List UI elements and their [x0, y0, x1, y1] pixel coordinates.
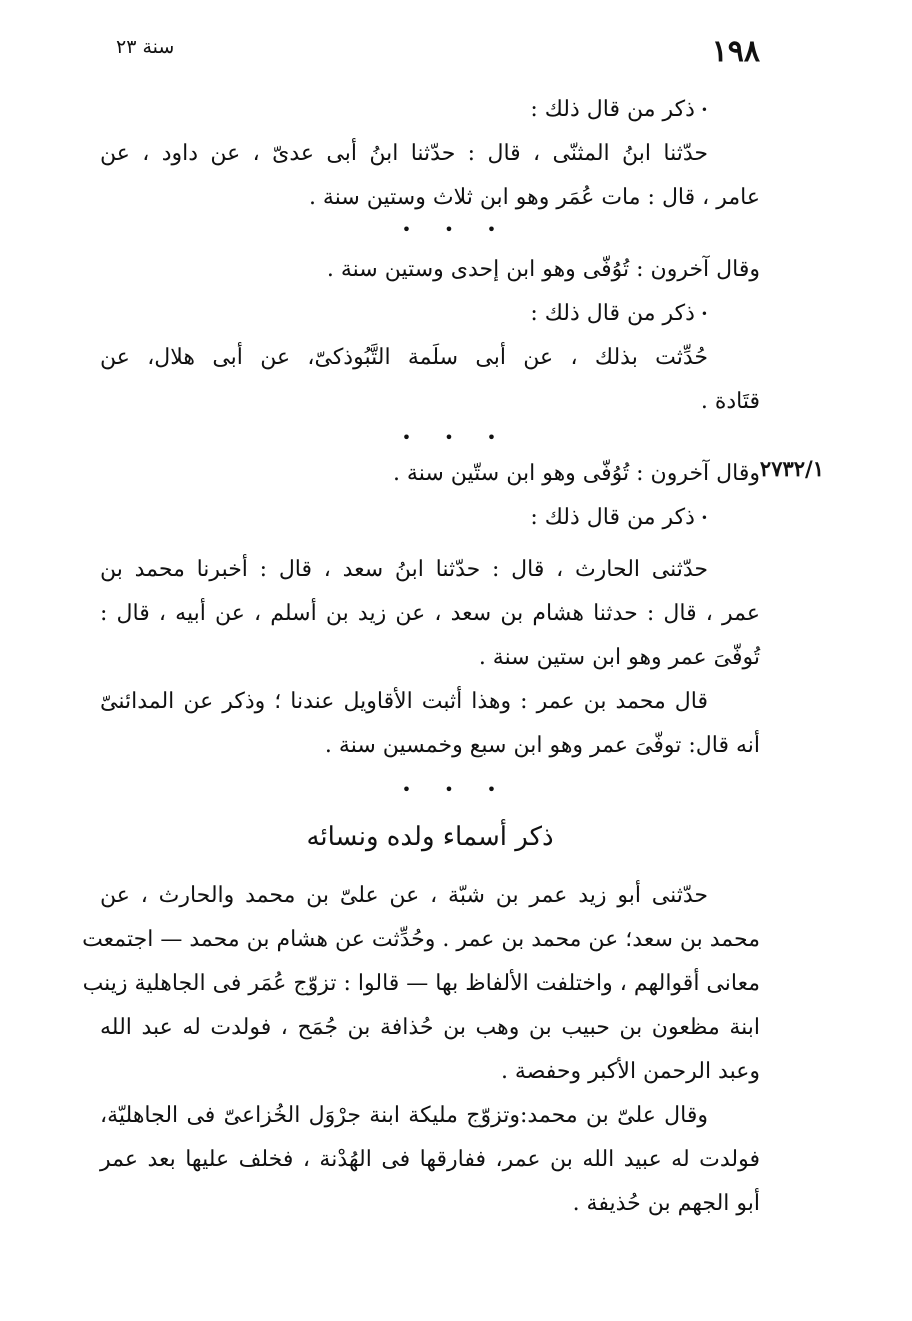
bullet-icon: • — [700, 511, 708, 525]
text-line: حدّثنى أبو زيد عمر بن شبّة ، عن علىّ بن محمد والحارث ، عن — [100, 883, 708, 908]
page-number: ١٩٨ — [711, 34, 760, 69]
separator: • • • — [401, 220, 511, 239]
text-line: معانى أقوالهم ، واختلفت الألفاظ بها — قالوا : تزوّج عُمَر فى الجاهلية زينب — [82, 971, 760, 996]
margin-reference: ٢٧٣٢/١ — [759, 456, 824, 481]
text-line: قتَادة . — [700, 389, 760, 414]
running-head-year: سنة ٢٣ — [116, 36, 175, 58]
bullet-icon: • — [700, 103, 708, 117]
block-2 — [100, 248, 760, 424]
text-line: أبو الجهم بن حُذيفة . — [572, 1191, 760, 1216]
text-line: تُوفّىَ عمر وهو ابن ستين سنة . — [478, 645, 760, 670]
text-line: محمد بن سعد؛ عن محمد بن عمر . وحُدِّثت عن هشام بن محمد — اجتمعت — [82, 927, 760, 952]
block-3 — [100, 452, 760, 768]
page-header — [100, 30, 760, 70]
text-line: عامر ، قال : مات عُمَر وهو ابن ثلاث وستين سنة . — [308, 185, 760, 210]
text-line: وعبد الرحمن الأكبر وحفصة . — [500, 1059, 760, 1084]
block-2-heading: •ذكر من قال ذلك : — [530, 301, 708, 326]
bullet-icon: • — [700, 307, 708, 321]
text-line: حُدِّثت بذلك ، عن أبى سلَمة التَّبُوذكىّ، عن أبى هلال، عن — [100, 345, 708, 370]
block-1-heading: •ذكر من قال ذلك : — [530, 97, 708, 122]
text-line: حدّثنا ابنُ المثنّى ، قال : حدّثنا ابنُ أبى عدىّ ، عن داود ، عن — [100, 141, 708, 166]
section-body — [82, 874, 760, 1226]
section-title: ذكر أسماء ولده ونسائه — [306, 822, 554, 852]
text-line: وقال علىّ بن محمد:وتزوّج مليكة ابنة جرْوَل الخُزاعىّ فى الجاهليّة، — [100, 1103, 708, 1128]
separator: • • • — [401, 780, 511, 799]
separator: • • • — [401, 428, 511, 447]
block-3-heading: •ذكر من قال ذلك : — [530, 505, 708, 530]
text-line: حدّثنى الحارث ، قال : حدّثنا ابنُ سعد ، قال : أخبرنا محمد بن — [100, 557, 708, 582]
text-line: قال محمد بن عمر : وهذا أثبت الأقاويل عندنا ؛ وذكر عن المدائنىّ — [100, 689, 708, 714]
block-1 — [100, 88, 760, 220]
text-line: فولدت له عبيد الله بن عمر، ففارقها فى الهُدْنة ، فخلف عليها بعد عمر — [100, 1147, 760, 1172]
block-3-intro: وقال آخرون : تُوُفّى وهو ابن ستّين سنة . — [392, 461, 760, 486]
text-line: ابنة مظعون بن حبيب بن وهب بن حُذافة بن جُمَح ، فولدت له عبد الله — [100, 1015, 760, 1040]
text-line: أنه قال: توفّىَ عمر وهو ابن سبع وخمسين سنة . — [324, 733, 760, 758]
block-2-intro: وقال آخرون : تُوُفّى وهو ابن إحدى وستين سنة . — [326, 257, 760, 282]
text-line: عمر ، قال : حدثنا هشام بن سعد ، عن زيد بن أسلم ، عن أبيه ، قال : — [100, 601, 760, 626]
